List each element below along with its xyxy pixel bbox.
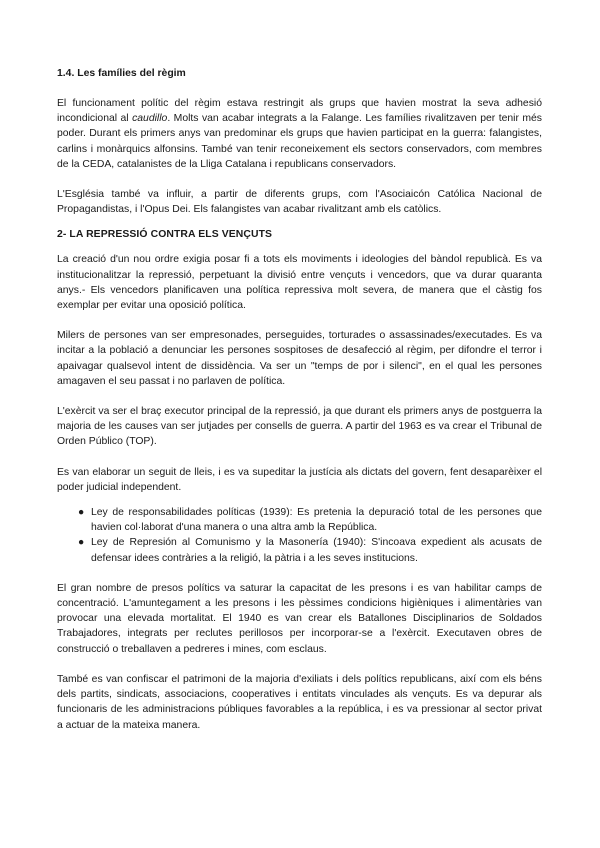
bullet-icon: ● [78,537,85,549]
paragraph-families-1-end: . Molts van acabar integrats a la Falange. Les famílies rivalitzaven per tenir més poder. Durant els primers anys van predominar els grups que havien participat en la guerra: falangistes, carlins i monàrquics alfonsins. També van tenir reconeixement els sectors conservadors, com membres de la CEDA, catalanistes de la Lliga Catalana i republicans conservadors. [57,113,542,170]
paragraph-repression-1: La creació d'un nou ordre exigia posar fi a tots els moviments i ideologies del bàndol republicà. Es va institucionalitzar la repressió, perpetuant la divisió entre vençuts i vencedors, que va durar quaranta anys.- Els vencedors planificaven una política repressiva molt severa, de manera que el càstig fos exemplar per evitar una oposició política. [57,254,542,312]
paragraph-repression-6: També es van confiscar el patrimoni de la majoria d'exiliats i dels polítics republicans, així com els béns dels partits, sindicats, associacions, cooperatives i entitats vinculades als vençuts. Es va depurar als funcionaris de les administracions públiques favorables a la república, i es va pressionar al sector privat a actuar de la mateixa manera. [57,673,542,731]
list-item [57,505,542,535]
bullet-icon: ● [78,507,85,519]
document-page [57,66,542,733]
paragraph-repression-4: Es van elaborar un seguit de lleis, i es va supeditar la justícia als dictats del govern, fent desaparèixer el poder judicial independent. [57,466,542,493]
list-item-text: Ley de responsabilidades políticas (1939): Es pretenia la depuració total de les persones que havien col·laborat d'una manera o una altra amb la República. [91,507,542,534]
list-item [57,535,542,565]
paragraph-repression-2: Milers de persones van ser empresonades, perseguides, torturades o assassinades/executades. Es va incitar a la població a denunciar les persones sospitoses de desafecció al règim, per difondre el terror i apaivagar qualsevol intent de dissidència. Va ser un "temps de por i silenci", en el qual les persones amagaven el seu passat i no parlaven de política. [57,330,542,387]
paragraph-repression-3: L'exèrcit va ser el braç executor principal de la repressió, ja que durant els primers anys de postguerra la majoria de les causes van ser jutjades per consells de guerra. A partir del 1963 es va crear el Tribunal de Orden Público (TOP). [57,406,542,448]
paragraph-families-1-start: El funcionament polític del règim estava restringit als grups que havien mostrat la seva adhesió incondicional al [57,98,542,125]
section-heading-families: 1.4. Les famílies del règim [57,68,186,79]
paragraph-families-1 [57,96,542,172]
section-heading-repression: 2- LA REPRESSIÓ CONTRA ELS VENÇUTS [57,229,273,241]
italic-caudillo: caudillo [132,113,168,125]
paragraph-repression-5: El gran nombre de presos polítics va saturar la capacitat de les presons i es van habilitar camps de concentració. L'amuntegament a les presons i les pèssimes condicions higièniques i alimentàries van provocar una elevada mortalitat. El 1940 es van crear els Batallones Disciplinarios de Soldados Trabajadores, integrats per reclutes perillosos per incorporar-se a l'exèrcit. Executaven obres de construcció o treballaven a pedreres i mines, com esclaus. [57,582,542,655]
paragraph-families-2: L'Església també va influir, a partir de diferents grups, com l'Asociaicón Católica Nacional de Propagandistas, i l'Opus Dei. Els falangistes van acabar rivalitzant amb els catòlics. [57,189,542,216]
list-item-text: Ley de Represión al Comunismo y la Masonería (1940): S'incoava expedient als acusats de defensar idees contràries a la religió, la pàtria i a les seves institucions. [91,537,542,564]
laws-list [57,505,542,566]
